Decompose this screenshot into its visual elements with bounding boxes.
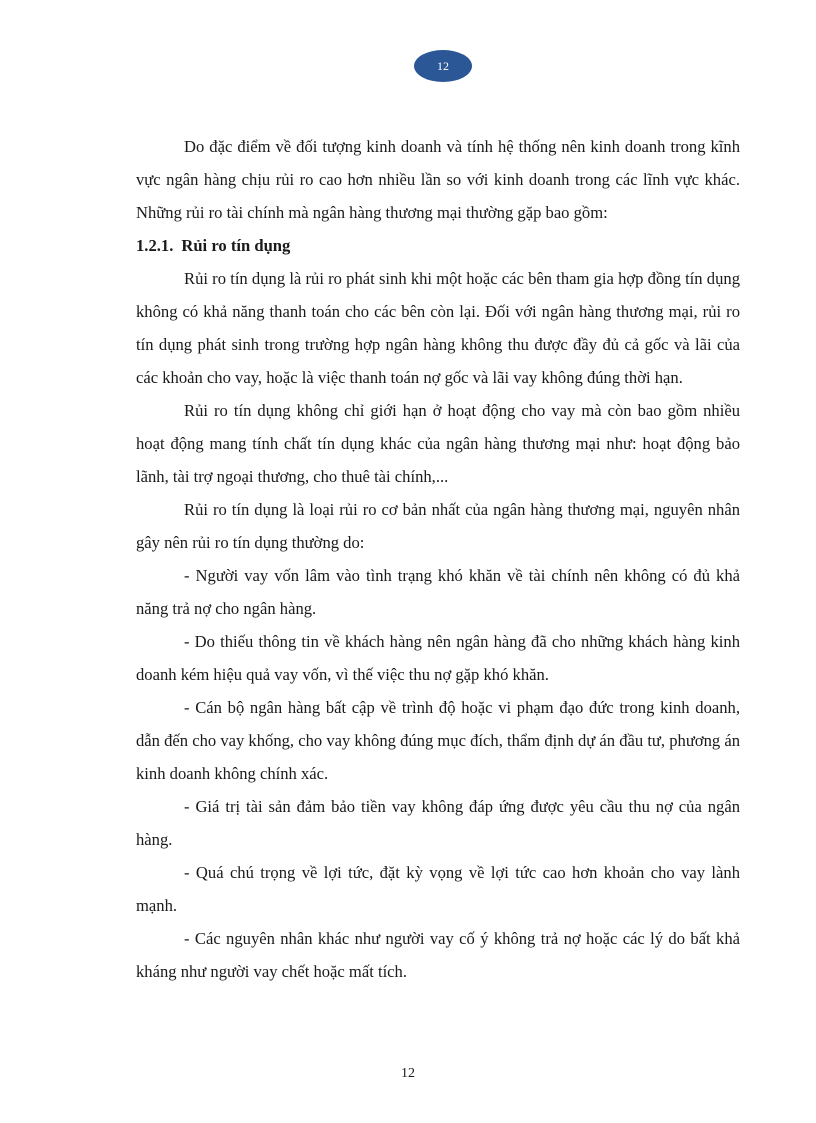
section-heading (136, 229, 740, 262)
cause-item: - Quá chú trọng về lợi tức, đặt kỳ vọng về lợi tức cao hơn khoản cho vay lành mạnh. (136, 863, 740, 915)
paragraph-scope: Rủi ro tín dụng không chỉ giới hạn ở hoạt động cho vay mà còn bao gồm nhiều hoạt động mang tính chất tín dụng khác của ngân hàng thương mại như: hoạt động bảo lãnh, tài trợ ngoại thương, cho thuê tài chính,... (136, 401, 740, 486)
section-title: Rủi ro tín dụng (181, 236, 291, 255)
cause-item: - Các nguyên nhân khác như người vay cố ý không trả nợ hoặc các lý do bất khả kháng như người vay chết hoặc mất tích. (136, 929, 740, 981)
document-body (136, 130, 740, 988)
cause-item: - Giá trị tài sản đảm bảo tiền vay không đáp ứng được yêu cầu thu nợ của ngân hàng. (136, 797, 740, 849)
paragraph-definition: Rủi ro tín dụng là rủi ro phát sinh khi một hoặc các bên tham gia hợp đồng tín dụng không có khả năng thanh toán cho các bên còn lại. Đối với ngân hàng thương mại, rủi ro tín dụng phát sinh trong trường hợp ngân hàng không thu được đầy đủ cả gốc và lãi của các khoản cho vay, hoặc là việc thanh toán nợ gốc và lãi vay không đúng thời hạn. (136, 269, 740, 387)
paragraph-causes-intro: Rủi ro tín dụng là loại rủi ro cơ bản nhất của ngân hàng thương mại, nguyên nhân gây nên rủi ro tín dụng thường do: (136, 500, 740, 552)
cause-item: - Người vay vốn lâm vào tình trạng khó khăn về tài chính nên không có đủ khả năng trả nợ cho ngân hàng. (136, 566, 740, 618)
page-number-badge: 12 (414, 50, 472, 82)
cause-item: - Do thiếu thông tin về khách hàng nên ngân hàng đã cho những khách hàng kinh doanh kém hiệu quả vay vốn, vì thế việc thu nợ gặp khó khăn. (136, 632, 740, 684)
section-number: 1.2.1. (136, 236, 174, 255)
footer-page-number: 12 (401, 1066, 415, 1081)
intro-paragraph: Do đặc điểm về đối tượng kinh doanh và tính hệ thống nên kinh doanh trong kĩnh vực ngân hàng chịu rủi ro cao hơn nhiều lần so với kinh doanh trong các lĩnh vực khác. Những rủi ro tài chính mà ngân hàng thương mại thường gặp bao gồm: (136, 137, 740, 222)
cause-item: - Cán bộ ngân hàng bất cập về trình độ hoặc vi phạm đạo đức trong kinh doanh, dẫn đến cho vay khống, cho vay không đúng mục đích, thẩm định dự án đầu tư, phương án kinh doanh không chính xác. (136, 698, 740, 783)
